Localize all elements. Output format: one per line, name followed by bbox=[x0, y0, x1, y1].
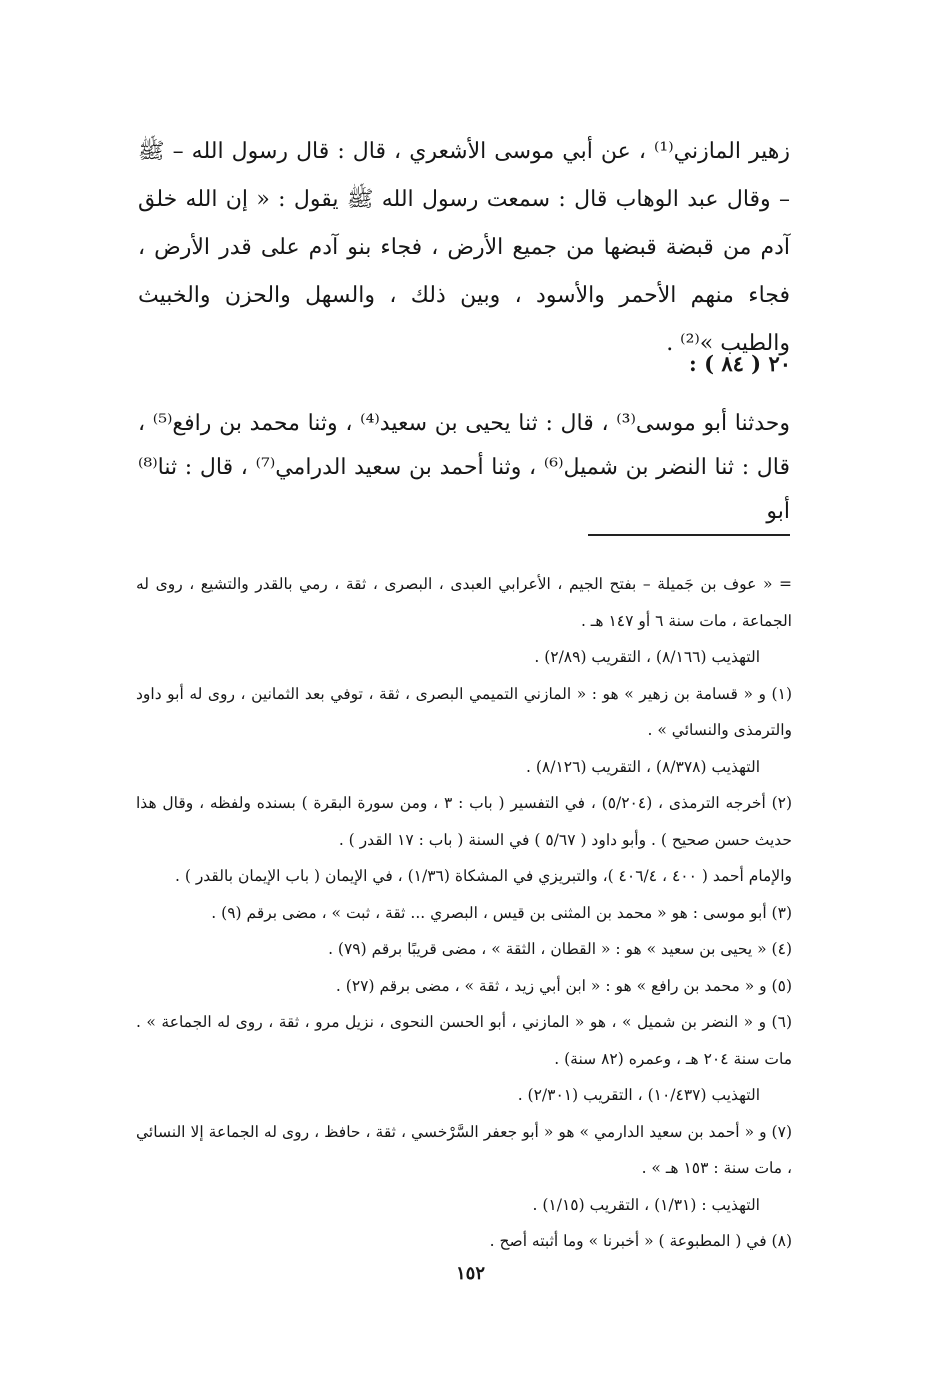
narration-paragraph: وحدثنا أبو موسى⁽³⁾ ، قال : ثنا يحيى بن سعيد⁽⁴⁾ ، وثنا محمد بن رافع⁽⁵⁾ ، قال : ثنا النضر بن شميل⁽⁶⁾ ، وثنا أحمد بن سعيد الدرامي⁽⁷⁾ ، قال : ثنا⁽⁸⁾ أبو bbox=[138, 411, 791, 524]
footnote-5: (٥) و « محمد بن رافع » هو : « ابن أبي زيد ، ثقة » ، مضى برقم (٢٧) . bbox=[335, 976, 792, 995]
footnote-7: (٧) و « أحمد بن سعيد الدارمي » هو « أبو جعفر السَّرْخسي ، ثقة ، حافظ ، روى له الجماعة إلا النسائي ، مات سنة : ١٥٣ هـ » . bbox=[136, 1122, 792, 1177]
footnote-3: (٣) أبو موسى : هو « محمد بن المثنى بن قيس ، البصري ... ثقة ، ثبت » ، مضى برقم (٩) . bbox=[211, 903, 792, 922]
footnote-reference: التهذيب : (١/٣١) ، التقريب (١/١٥) . bbox=[532, 1195, 760, 1214]
footnote-continuation: = « عوف بن جَميلة – بفتح الجيم ، الأعرابي العبدى ، البصرى ، ثقة ، رمي بالقدر والتشيع ، روى له الجماعة ، مات سنة ٦ أو ١٤٧ هـ . bbox=[136, 575, 792, 630]
footnotes bbox=[136, 566, 792, 1260]
footnote-separator bbox=[588, 534, 790, 536]
footnote-2-continued: والإمام أحمد ( ٤٠٠ ، ٤٠٦/٤ )، والتبريزي في المشكاة (١/٣٦) ، في الإيمان ( باب الإيمان بالقدر ) . bbox=[174, 867, 792, 885]
main-paragraph: زهير المازني⁽¹⁾ ، عن أبي موسى الأشعري ، قال : قال رسول الله – ﷺ – وقال عبد الوهاب قال : سمعت رسول الله ﷺ يقول : « إن الله خلق آدم من قبضة قبضها من جميع الأرض ، فجاء بنو آدم على قدر الأرض ، فجاء منهم الأحمر والأسود ، وبين ذلك ، والسهل والحزن والخبيث والطيب »⁽²⁾ . bbox=[138, 139, 790, 356]
footnote-reference: التهذيب (١٠/٤٣٧) ، التقريب (٢/٣٠١) . bbox=[517, 1086, 760, 1104]
footnote-4: (٤) « يحيى بن سعيد » هو : « القطان ، الثقة » ، مضى قريبًا برقم (٧٩) . bbox=[328, 940, 792, 958]
narration-text bbox=[138, 402, 790, 534]
hadith-number: ٢٠ ( ٨٤ ) : bbox=[689, 351, 791, 376]
footnote-reference: التهذيب (٨/٣٧٨) ، التقريب (٨/١٢٦) . bbox=[526, 757, 760, 776]
main-text bbox=[138, 128, 790, 368]
footnote-6: (٦) و « النضر بن شميل » ، هو « المازني ، أبو الحسن النحوى ، نزيل مرو ، ثقة ، روى له الجماعة » . مات سنة ٢٠٤ هـ ، وعمره (٨٢ سنة) . bbox=[136, 1013, 792, 1068]
footnote-8: (٨) في ( المطبوعة ) « أخبرنا » وما أثبته أصح . bbox=[489, 1232, 792, 1250]
page-number: ١٥٢ bbox=[455, 1263, 485, 1284]
footnote-reference: التهذيب (٨/١٦٦) ، التقريب (٢/٨٩) . bbox=[534, 648, 760, 666]
footnote-1: (١) و « قسامة بن زهير » هو : « المازني التميمي البصرى ، ثقة ، توفي بعد الثمانين ، روى له أبو داود والترمذى والنسائي » . bbox=[136, 684, 792, 739]
footnote-2: (٢) أخرجه الترمذى ، (٥/٢٠٤) ، في التفسير ( باب : ٣ ، ومن سورة البقرة ) بسنده ولفظه ، وقال هذا حديث حسن صحيح ) . وأبو داود ( ٥/٦٧ ) في السنة ( باب : ١٧ القدر ) . bbox=[136, 794, 793, 849]
